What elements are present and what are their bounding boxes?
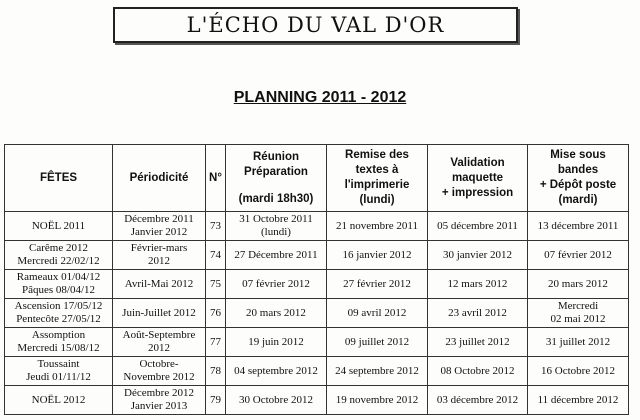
- header-numero: N°: [206, 145, 226, 212]
- cell-periodicite: Juin-Juillet 2012: [113, 299, 206, 328]
- header-reunion: Réunion Préparation (mardi 18h30): [226, 145, 327, 212]
- page-title: PLANNING 2011 - 2012: [233, 89, 407, 106]
- table-row: [5, 270, 629, 299]
- cell-periodicite: Février-mars 2012: [113, 241, 206, 270]
- masthead-title: L'ÉCHO DU VAL D'OR: [113, 7, 518, 43]
- cell-fete: Ascension 17/05/12 Pentecôte 27/05/12: [5, 299, 113, 328]
- cell-remise: 27 février 2012: [327, 270, 428, 299]
- cell-mise-sous-bandes: Mercredi 02 mai 2012: [528, 299, 629, 328]
- cell-remise: 24 septembre 2012: [327, 357, 428, 386]
- cell-fete: NOËL 2011: [5, 212, 113, 241]
- cell-remise: 19 novembre 2012: [327, 386, 428, 415]
- cell-fete: Carême 2012 Mercredi 22/02/12: [5, 241, 113, 270]
- table-row: [5, 299, 629, 328]
- cell-fete: Assomption Mercredi 15/08/12: [5, 328, 113, 357]
- header-validation: Validation maquette + impression: [428, 145, 528, 212]
- cell-mise-sous-bandes: 07 février 2012: [528, 241, 629, 270]
- cell-periodicite: Avril-Mai 2012: [113, 270, 206, 299]
- cell-remise: 09 avril 2012: [327, 299, 428, 328]
- cell-numero: 77: [206, 328, 226, 357]
- cell-fete: Toussaint Jeudi 01/11/12: [5, 357, 113, 386]
- header-fetes: FÊTES: [5, 145, 113, 212]
- table-row: [5, 357, 629, 386]
- cell-periodicite: Décembre 2012 Janvier 2013: [113, 386, 206, 415]
- header-remise: Remise des textes à l'imprimerie (lundi): [327, 145, 428, 212]
- cell-reunion: 20 mars 2012: [226, 299, 327, 328]
- cell-reunion: 07 février 2012: [226, 270, 327, 299]
- cell-periodicite: Décembre 2011 Janvier 2012: [113, 212, 206, 241]
- table-header-row: [5, 145, 629, 212]
- cell-numero: 74: [206, 241, 226, 270]
- cell-mise-sous-bandes: 16 Octobre 2012: [528, 357, 629, 386]
- cell-numero: 76: [206, 299, 226, 328]
- cell-reunion: 19 juin 2012: [226, 328, 327, 357]
- cell-periodicite: Août-Septembre 2012: [113, 328, 206, 357]
- cell-numero: 75: [206, 270, 226, 299]
- cell-mise-sous-bandes: 20 mars 2012: [528, 270, 629, 299]
- cell-reunion: 27 Décembre 2011: [226, 241, 327, 270]
- cell-mise-sous-bandes: 11 décembre 2012: [528, 386, 629, 415]
- header-mise-sous-bandes: Mise sous bandes + Dépôt poste (mardi): [528, 145, 629, 212]
- cell-reunion: 30 Octobre 2012: [226, 386, 327, 415]
- cell-mise-sous-bandes: 31 juillet 2012: [528, 328, 629, 357]
- cell-validation: 23 avril 2012: [428, 299, 528, 328]
- cell-fete: NOËL 2012: [5, 386, 113, 415]
- cell-validation: 03 décembre 2012: [428, 386, 528, 415]
- cell-validation: 08 Octobre 2012: [428, 357, 528, 386]
- cell-reunion: 04 septembre 2012: [226, 357, 327, 386]
- cell-numero: 79: [206, 386, 226, 415]
- cell-reunion: 31 Octobre 2011 (lundi): [226, 212, 327, 241]
- planning-table: [4, 144, 629, 415]
- cell-mise-sous-bandes: 13 décembre 2011: [528, 212, 629, 241]
- planning-body: [5, 212, 629, 415]
- cell-fete: Rameaux 01/04/12 Pâques 08/04/12: [5, 270, 113, 299]
- header-periodicite: Périodicité: [113, 145, 206, 212]
- table-row: [5, 241, 629, 270]
- cell-validation: 12 mars 2012: [428, 270, 528, 299]
- cell-periodicite: Octobre- Novembre 2012: [113, 357, 206, 386]
- table-row: [5, 212, 629, 241]
- cell-remise: 09 juillet 2012: [327, 328, 428, 357]
- table-row: [5, 328, 629, 357]
- cell-numero: 78: [206, 357, 226, 386]
- cell-remise: 16 janvier 2012: [327, 241, 428, 270]
- cell-validation: 05 décembre 2011: [428, 212, 528, 241]
- cell-numero: 73: [206, 212, 226, 241]
- cell-validation: 30 janvier 2012: [428, 241, 528, 270]
- cell-remise: 21 novembre 2011: [327, 212, 428, 241]
- table-row: [5, 386, 629, 415]
- cell-validation: 23 juillet 2012: [428, 328, 528, 357]
